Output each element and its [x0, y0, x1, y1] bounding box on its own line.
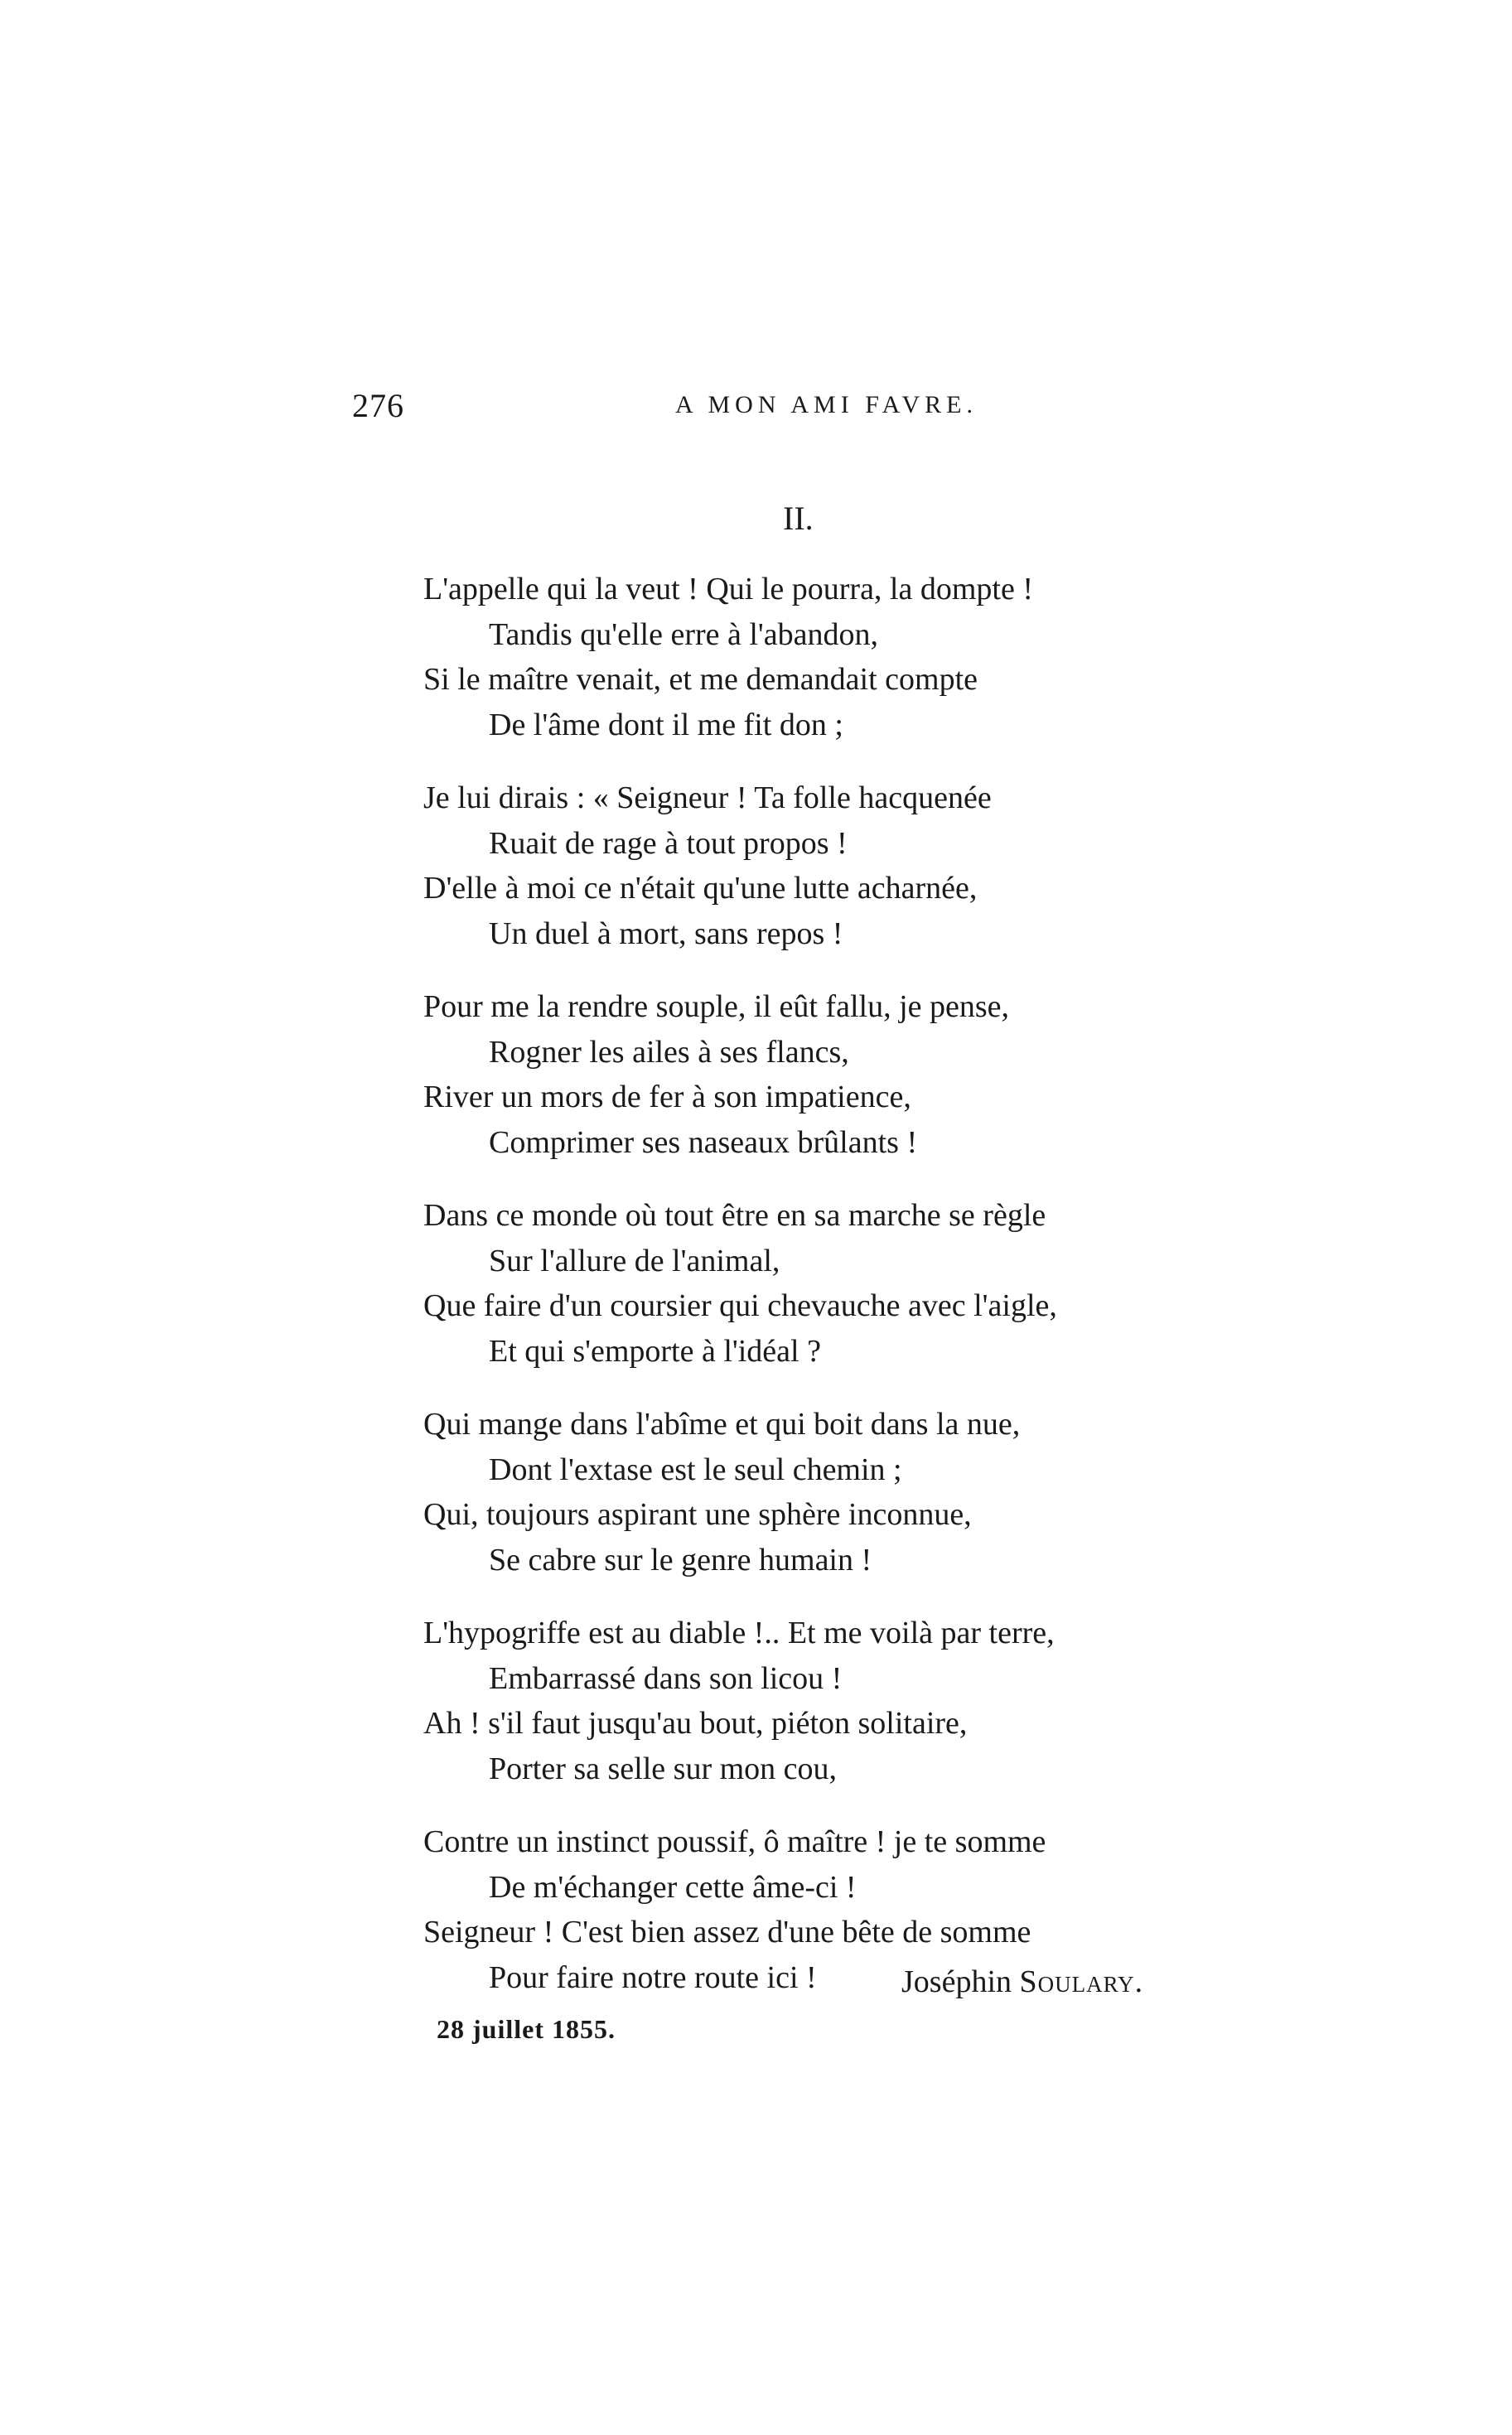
poem-line: L'hypogriffe est au diable !.. Et me voilà par terre, — [423, 1616, 1055, 1650]
poem-line: Se cabre sur le genre humain ! — [489, 1542, 872, 1577]
poem-line: Un duel à mort, sans repos ! — [489, 916, 843, 951]
stanza-3 — [0, 984, 1512, 1165]
stanza-6 — [0, 1611, 1512, 1791]
poem-line: Que faire d'un coursier qui chevauche avec l'aigle, — [423, 1288, 1057, 1323]
poem — [0, 567, 1512, 2028]
poem-line: De l'âme dont il me fit don ; — [489, 707, 843, 742]
poem-line: Si le maître venait, et me demandait compte — [423, 662, 978, 697]
poem-line: Ah ! s'il faut jusqu'au bout, piéton solitaire, — [423, 1706, 968, 1741]
stanza-1 — [0, 567, 1512, 747]
poem-line: Pour me la rendre souple, il eût fallu, je pense, — [423, 989, 1010, 1024]
poem-line: River un mors de fer à son impatience, — [423, 1080, 911, 1114]
poem-line: Qui mange dans l'abîme et qui boit dans la nue, — [423, 1407, 1021, 1442]
poem-line: Rogner les ailes à ses flancs, — [489, 1034, 849, 1070]
poem-line: Qui, toujours aspirant une sphère inconnue, — [423, 1497, 972, 1532]
poem-line: De m'échanger cette âme-ci ! — [489, 1869, 857, 1905]
poem-line: Je lui dirais : « Seigneur ! Ta folle hacquenée — [423, 780, 992, 815]
page-header — [0, 386, 1512, 428]
poem-line: Sur l'allure de l'animal, — [489, 1243, 780, 1278]
running-title: A MON AMI FAVRE. — [675, 391, 978, 418]
poem-line: Dont l'extase est le seul chemin ; — [489, 1452, 902, 1487]
poem-line: Contre un instinct poussif, ô maître ! je te somme — [423, 1824, 1046, 1859]
poem-line: Et qui s'emporte à l'idéal ? — [489, 1333, 821, 1369]
stanza-2 — [0, 775, 1512, 956]
poem-line: Ruait de rage à tout propos ! — [489, 825, 848, 861]
poem-line: Pour faire notre route ici ! — [489, 1959, 817, 1995]
poem-line: Comprimer ses naseaux brûlants ! — [489, 1124, 918, 1160]
poem-line: L'appelle qui la veut ! Qui le pourra, la dompte ! — [423, 572, 1033, 606]
poem-line: Porter sa selle sur mon cou, — [489, 1751, 838, 1786]
author-last-name: Soulary. — [1019, 1964, 1144, 1999]
date: 28 juillet 1855. — [437, 2014, 616, 2044]
stanza-7 — [0, 1819, 1512, 2000]
poem-line: Dans ce monde où tout être en sa marche se règle — [423, 1198, 1046, 1233]
stanza-5 — [0, 1402, 1512, 1582]
signature — [901, 1964, 1143, 2000]
page-number: 276 — [352, 387, 404, 424]
poem-line: Seigneur ! C'est bien assez d'une bête de somme — [423, 1915, 1031, 1949]
poem-line: D'elle à moi ce n'était qu'une lutte acharnée, — [423, 871, 978, 906]
section-number: II. — [783, 500, 814, 537]
poem-line: Tandis qu'elle erre à l'abandon, — [489, 616, 879, 652]
author-first-name: Joséphin — [901, 1964, 1012, 1999]
stanza-4 — [0, 1193, 1512, 1374]
poem-line: Embarrassé dans son licou ! — [489, 1660, 843, 1696]
